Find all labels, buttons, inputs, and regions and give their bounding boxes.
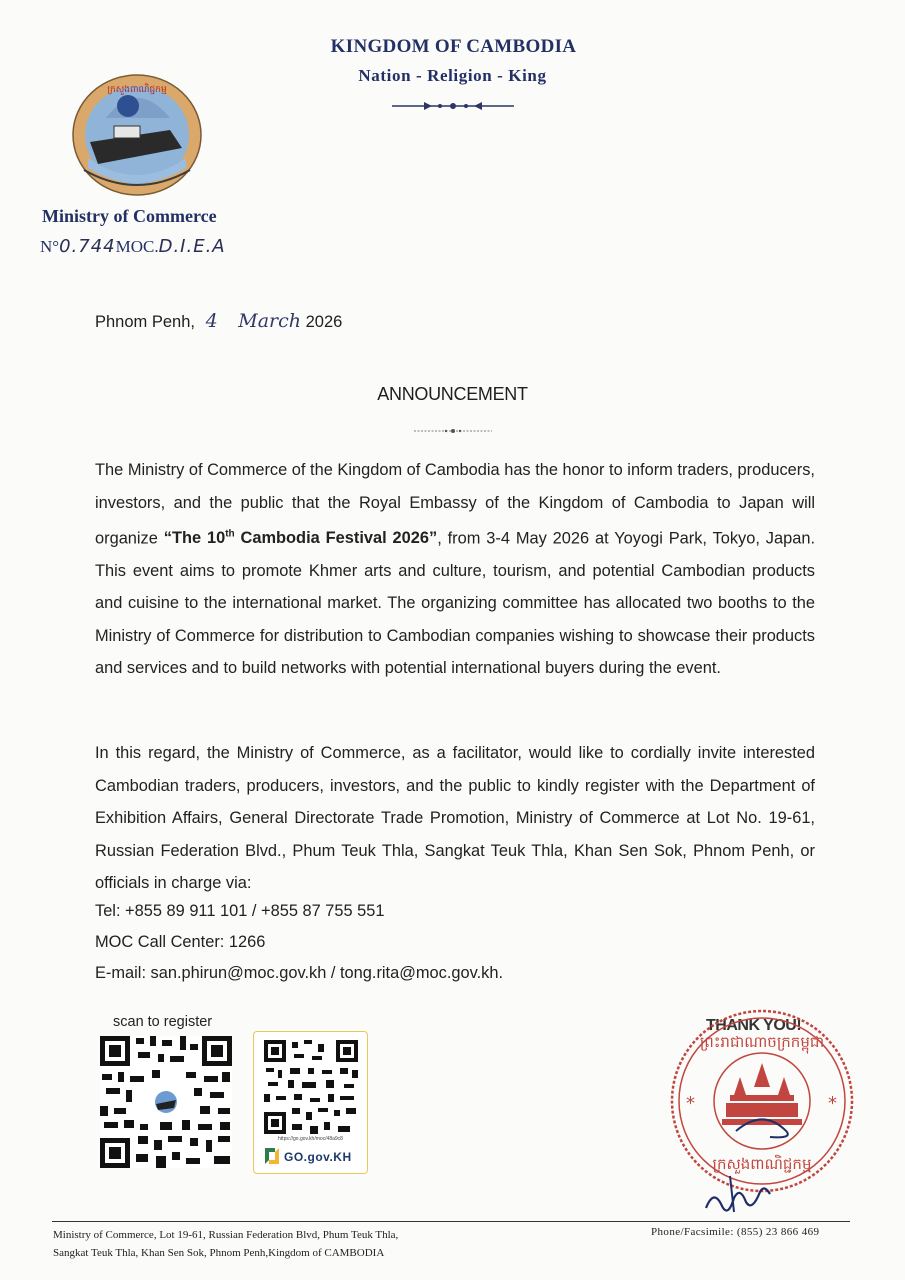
header-ornament xyxy=(388,98,518,114)
body-paragraph-1 xyxy=(95,454,815,685)
kingdom-heading: KINGDOM OF CAMBODIA xyxy=(330,36,577,57)
ref-moc: MOC. xyxy=(115,237,159,256)
footer-phone: Phone/Facsimile: (855) 23 866 469 xyxy=(651,1226,820,1238)
reference-number xyxy=(40,236,226,257)
title-ornament xyxy=(412,426,494,436)
govkh-qr-card[interactable] xyxy=(253,1031,368,1174)
date-day: 4 xyxy=(205,310,218,332)
ref-prefix: N° xyxy=(40,237,60,256)
p1-text-b: , from 3-4 May 2026 at Yoyogi Park, Tokyo, Japan. This event aims to promote Khmer arts and culture, tourism, and potential Cambodian products and cuisine to the international market. The organizing committee has allocated two booths to the Ministry of Commerce for distribution to Cambodian companies wishing to showcase their products and services and to build networks with potential international buyers during the event. xyxy=(95,529,815,678)
contact-email: E-mail: san.phirun@moc.gov.kh / tong.rita@moc.gov.kh. xyxy=(95,964,503,982)
contact-call-center: MOC Call Center: 1266 xyxy=(95,933,266,951)
date-year: 2026 xyxy=(305,313,343,331)
national-motto: Nation - Religion - King xyxy=(358,66,547,85)
govkh-logo-icon xyxy=(263,1146,281,1166)
body-paragraph-2 xyxy=(95,737,815,900)
footer-address-line1: Ministry of Commerce, Lot 19-61, Russian Federation Blvd, Phum Teuk Thla, xyxy=(53,1229,399,1241)
scan-to-register-label: scan to register xyxy=(113,1014,213,1030)
register-qr-code[interactable] xyxy=(100,1036,232,1168)
svg-text:ព្រះរាជាណាចក្រកម្ពុជា: ព្រះរាជាណាចក្រកម្ពុជា xyxy=(699,1033,825,1051)
ministry-logo xyxy=(70,72,204,198)
contact-block xyxy=(95,896,503,989)
signature-mark xyxy=(700,1168,780,1224)
ref-department-code: D.I.E.A xyxy=(158,236,226,257)
govkh-qr-url[interactable]: https://go.gov.kh/moc/48a9c8 xyxy=(278,1136,343,1142)
announcement-title: ANNOUNCEMENT xyxy=(377,384,528,404)
event-name-post: Cambodia Festival 2026” xyxy=(234,529,438,548)
p2-text: In this regard, the Ministry of Commerce, as a facilitator, would like to cordially invite interested Cambodian traders, producers, investors, and the public to kindly register with the Department of Exhibition Affairs, General Directorate Trade Promotion, Ministry of Commerce at Lot No. 19-61, Russian Federation Blvd., Phum Teuk Thla, Sangkat Teuk Thla, Khan Sen Sok, Phnom Penh, or officials in charge via: xyxy=(95,744,815,892)
event-name-sup: th xyxy=(225,529,235,540)
event-name xyxy=(164,529,437,547)
govkh-qr-code[interactable] xyxy=(264,1040,358,1134)
ref-handwritten-number: 0.744 xyxy=(59,236,116,257)
footer-address xyxy=(53,1226,398,1262)
svg-text:*: * xyxy=(828,1093,837,1114)
letter-date xyxy=(95,310,342,332)
thank-you-text: THANK YOU! xyxy=(706,1017,802,1034)
footer-address-line2: Sangkat Teuk Thla, Khan Sen Sok, Phnom Penh,Kingdom of CAMBODIA xyxy=(53,1247,385,1259)
date-month: March xyxy=(238,310,302,332)
svg-text:*: * xyxy=(686,1093,695,1114)
contact-tel: Tel: +855 89 911 101 / +855 87 755 551 xyxy=(95,902,385,920)
svg-text:ក្រសួងពាណិជ្ជកម្ម: ក្រសួងពាណិជ្ជកម្ម xyxy=(712,1155,812,1173)
date-city: Phnom Penh, xyxy=(95,313,195,331)
p1-text-a: The Ministry of Commerce of the Kingdom of Cambodia has the honor to inform traders, producers, investors, and the public that the Royal Embassy of the Kingdom of Cambodia to Japan will organize xyxy=(95,461,815,548)
govkh-brand: GO.gov.KH xyxy=(284,1150,352,1164)
event-name-pre: “The 10 xyxy=(163,529,226,548)
ministry-name: Ministry of Commerce xyxy=(42,206,217,226)
svg-text:ក្រសួងពាណិជ្ជកម្ម: ក្រសួងពាណិជ្ជកម្ម xyxy=(107,85,167,95)
footer-divider xyxy=(52,1221,850,1222)
